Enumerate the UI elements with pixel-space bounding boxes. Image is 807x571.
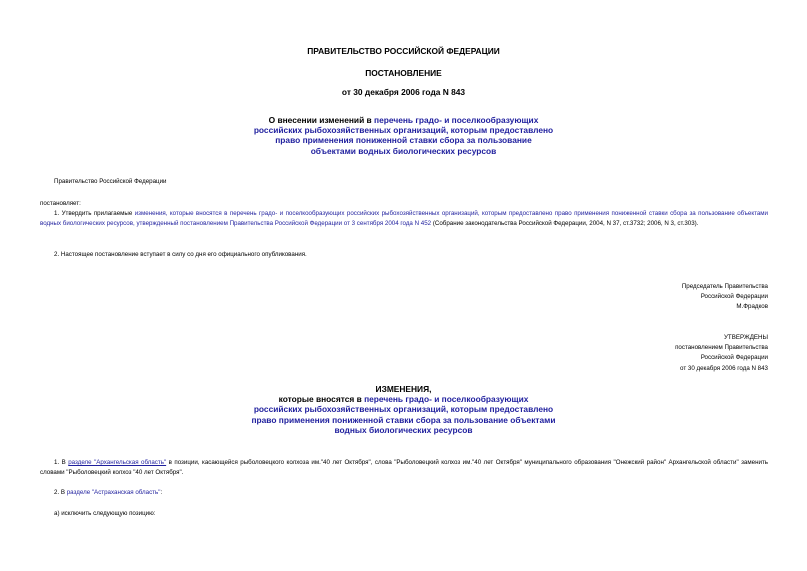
approval-line-4: от 30 декабря 2006 года N 843 (680, 364, 768, 372)
signature-line-3: М.Фрадков (736, 303, 768, 311)
change-2-paragraph (54, 488, 162, 498)
title-link-part-1[interactable]: перечень градо- и поселкообразующих (374, 115, 539, 125)
changes-heading-link-part-4[interactable]: водных биологических ресурсов (334, 424, 473, 435)
approval-block (675, 333, 768, 374)
title-line-1 (150, 115, 657, 125)
changes-heading-link-part-2[interactable]: российских рыбохозяйственных организаций, которым предоставлено (253, 404, 554, 415)
approval-line-3: Российской Федерации (700, 354, 768, 362)
approval-line-1: УТВЕРЖДЕНЫ (724, 334, 768, 341)
resolves-text: постановляет: (40, 200, 81, 207)
item-2-paragraph: 2. Настоящее постановление вступает в силу со дня его официального опубликования. (54, 251, 307, 258)
change-1-start: 1. В (54, 459, 69, 466)
signature-line-1: Председатель Правительства (681, 283, 768, 290)
item-1-paragraph (40, 209, 768, 229)
changes-heading-line-2 (150, 394, 657, 404)
change-2a-paragraph: а) исключить следующую позицию: (54, 510, 156, 517)
change-2-start: 2. В (54, 489, 67, 496)
changes-heading-link-part-1[interactable]: перечень градо- и поселкообразующих (364, 394, 529, 405)
document-date-number: от 30 декабря 2006 года N 843 (341, 87, 466, 97)
signature-block (682, 282, 768, 313)
issuer-text: Правительство Российской Федерации (54, 178, 167, 185)
document-title (150, 115, 657, 156)
document-type: ПОСТАНОВЛЕНИЕ (365, 68, 442, 78)
title-link-part-3[interactable]: право применения пониженной ставки сбора за пользование (275, 135, 532, 146)
change-1-link[interactable]: разделе "Архангельская область" (68, 459, 167, 466)
change-1-paragraph (40, 458, 768, 478)
government-title: ПРАВИТЕЛЬСТВО РОССИЙСКОЙ ФЕДЕРАЦИИ (307, 46, 500, 56)
title-link-part-4[interactable]: объектами водных биологических ресурсов (310, 145, 497, 156)
change-2-link[interactable]: разделе "Астраханская область" (66, 489, 161, 496)
changes-heading-link-part-3[interactable]: право применения пониженной ставки сбора за пользование объектами (251, 414, 556, 425)
approval-line-2: постановлением Правительства (675, 344, 768, 352)
title-link-part-2[interactable]: российских рыбохозяйственных организаций, которым предоставлено (253, 125, 554, 136)
item-1-start: 1. Утвердить прилагаемые (54, 210, 135, 217)
item-1-link[interactable]: изменения, которые вносятся в перечень градо- и поселкообразующих российских рыбохозяйственных организаций, которым предоставлено право применения пониженной ставки сбора за пользование объектами водных биологических ресурсов, утвержденный постановлением Правительства Российской Федерации от 3 сентября 2004 года N 452 (40, 210, 769, 228)
changes-heading (150, 384, 657, 435)
changes-heading-prefix: которые вносятся в (278, 394, 365, 405)
item-1-end: (Собрание законодательства Российской Федерации, 2004, N 37, ст.3732; 2006, N 3, ст.303). (431, 220, 699, 228)
changes-heading-line-1: ИЗМЕНЕНИЯ, (375, 384, 432, 394)
change-1-end: в позиции, касающейся рыболовецкого колхоза им."40 лет Октября", слова "Рыболовецкий колхоз им."40 лет Октября" муниципального образования "Онежский район" Архангельской области" заменить словами "Рыболовецкий колхоз "40 лет Октября". (40, 459, 769, 477)
change-2-end: : (160, 489, 163, 496)
signature-line-2: Российской Федерации (700, 293, 768, 301)
title-prefix: О внесении изменений в (268, 115, 375, 125)
